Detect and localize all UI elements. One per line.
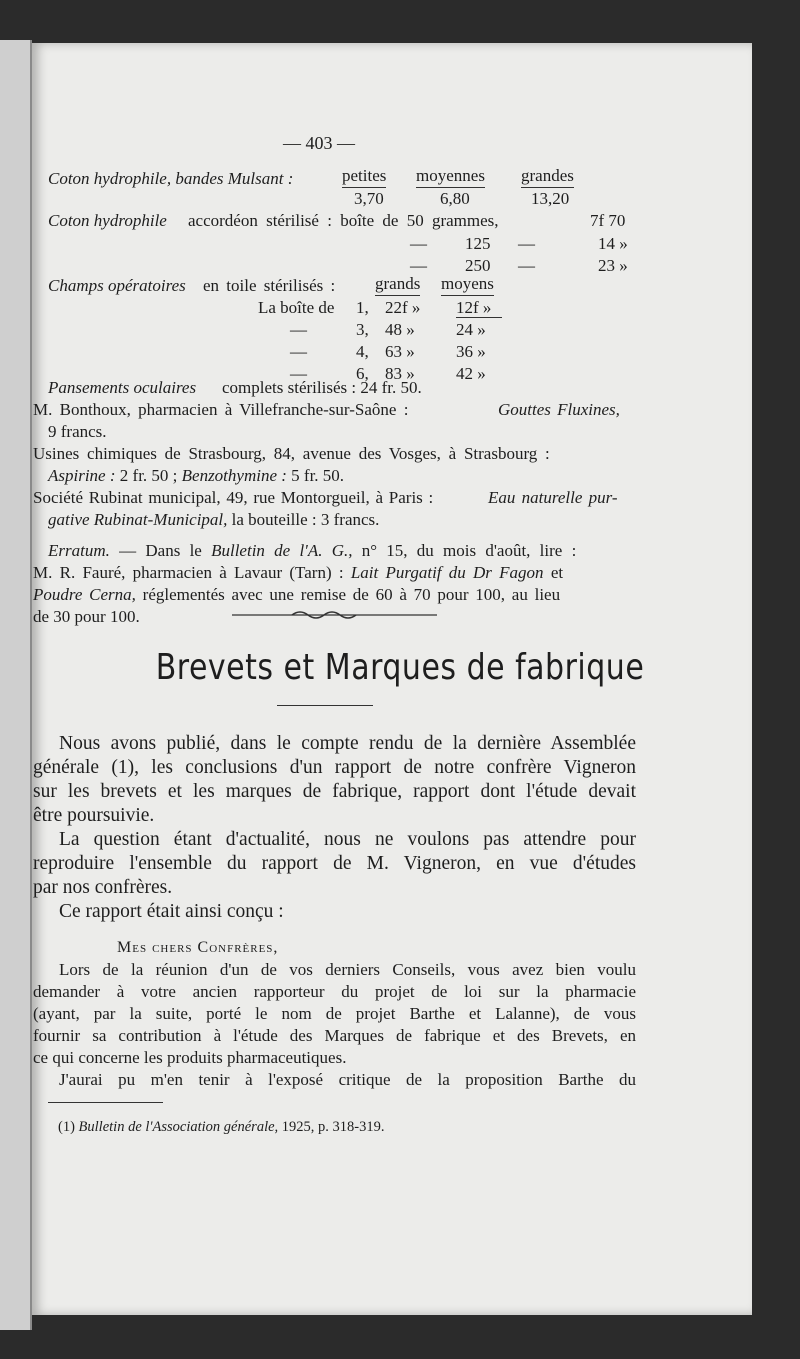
boite-row-count: 6, — [356, 364, 369, 383]
erratum-text1: — Dans le — [119, 541, 202, 560]
aspirine-label: Aspirine : — [48, 466, 116, 485]
quote-line2: demander à votre ancien rapporteur du projet de loi sur la pharmacie — [33, 982, 636, 1001]
rubinat-line1: Société Rubinat municipal, 49, rue Montorgueil, à Paris : — [33, 488, 434, 507]
erratum-poudre: Poudre Cerna, — [33, 585, 136, 604]
accordeon-desc: accordéon stérilisé : boîte de 50 grammes, — [188, 211, 499, 230]
rubinat-product1: Eau naturelle pur- — [488, 488, 618, 507]
row250-qty: 250 — [465, 256, 491, 275]
erratum-line2 — [33, 563, 563, 583]
accordeon-label: Coton hydrophile — [48, 211, 167, 230]
footnote-title: Bulletin de l'Association générale, — [78, 1119, 279, 1135]
erratum-label: Erratum. — [48, 541, 110, 560]
heading-underline — [277, 705, 373, 706]
p1-line3: sur les brevets et les marques de fabrique, rapport dont l'étude devait — [33, 781, 636, 802]
p1-line4: être poursuivie. — [33, 805, 155, 826]
salutation: Mes chers Confrères, — [117, 939, 279, 956]
erratum-and: et — [550, 563, 564, 582]
row250-dash: — — [410, 256, 427, 275]
p1-line1: Nous avons publié, dans le compte rendu de la dernière Assemblée — [59, 733, 636, 754]
row250-dash2: — — [518, 256, 535, 275]
row250-price: 23 » — [598, 256, 628, 275]
quote-line3: (ayant, par la suite, porté le nom de projet Barthe et Lalanne), de vous — [33, 1004, 636, 1023]
section-heading: Brevets et Marques de fabrique — [155, 646, 645, 689]
quote-line5: ce qui concerne les produits pharmaceutiques. — [33, 1048, 347, 1067]
col-header-moyens: moyens — [441, 274, 494, 296]
pansements-desc: complets stérilisés : 24 fr. 50. — [222, 378, 422, 397]
p1-line2: générale (1), les conclusions d'un rapport de notre confrère Vigneron — [33, 757, 636, 778]
page-number: — 403 — — [283, 133, 355, 153]
bonthoux-line2: 9 francs. — [48, 422, 107, 441]
boite-row-count: 1, — [356, 298, 369, 317]
boite-label: La boîte de — [258, 298, 335, 317]
erratum-line3 — [33, 585, 560, 605]
row125-price: 14 » — [598, 234, 628, 253]
footnote-rule — [48, 1102, 163, 1103]
boite-row-grands: 63 » — [385, 342, 415, 361]
row125-qty: 125 — [465, 234, 491, 253]
coton-bandes-label: Coton hydrophile, bandes Mulsant : — [48, 169, 294, 188]
p3-line1: Ce rapport était ainsi conçu : — [59, 901, 284, 922]
erratum-bulletin: Bulletin de l'A. G., — [211, 541, 353, 560]
champs-desc: en toile stérilisés : — [203, 276, 336, 295]
boite-row-count: 4, — [356, 342, 369, 361]
boite-row-dash: — — [290, 320, 307, 339]
benzothymine-label: Benzothymine : — [181, 466, 287, 485]
value-grandes: 13,20 — [531, 189, 570, 208]
boite-row-dash: — — [290, 342, 307, 361]
boite-row-moyens: 24 » — [456, 320, 486, 339]
bonthoux-product: Gouttes Fluxines, — [498, 400, 620, 419]
benzothymine-price: 5 fr. 50. — [291, 466, 345, 485]
usines-line2 — [48, 466, 344, 486]
aspirine-price: 2 fr. 50 ; — [119, 466, 178, 485]
row125-dash: — — [410, 234, 427, 253]
p2-line1: La question étant d'actualité, nous ne voulons pas attendre pour — [59, 829, 636, 850]
erratum-faure: M. R. Fauré, pharmacien à Lavaur (Tarn) : — [33, 563, 344, 582]
boite-row-count: 3, — [356, 320, 369, 339]
value-petites: 3,70 — [354, 189, 384, 208]
erratum-line4: de 30 pour 100. — [33, 607, 140, 626]
boite-row-moyens: 36 » — [456, 342, 486, 361]
col-header-grands: grands — [375, 274, 420, 296]
erratum-line1 — [48, 541, 576, 561]
col-header-petites: petites — [342, 166, 386, 188]
bonthoux-line1: M. Bonthoux, pharmacien à Villefranche-sur-Saône : — [33, 400, 409, 419]
quote-line1: Lors de la réunion d'un de vos derniers Conseils, vous avez bien voulu — [59, 960, 636, 979]
accordeon-price: 7f 70 — [590, 211, 626, 230]
p2-line2: reproduire l'ensemble du rapport de M. Vigneron, en vue d'études — [33, 853, 636, 874]
rubinat-product2: gative Rubinat-Municipal, — [48, 510, 228, 529]
footnote — [58, 1117, 385, 1137]
boite-row-moyens: 42 » — [456, 364, 486, 383]
quote-line6: J'aurai pu m'en tenir à l'exposé critique de la proposition Barthe du — [59, 1070, 636, 1089]
rubinat-price: la bouteille : 3 francs. — [231, 510, 380, 529]
boite-row-dash: — — [290, 364, 307, 383]
erratum-text2: n° 15, du mois d'août, lire : — [361, 541, 577, 560]
col-header-moyennes: moyennes — [416, 166, 485, 188]
erratum-remise: réglementés avec une remise de 60 à 70 pour 100, au lieu — [142, 585, 561, 604]
moyens-underline — [456, 317, 502, 318]
rubinat-line2 — [48, 510, 379, 530]
boite-row-moyens: 12f » — [456, 298, 492, 317]
col-header-grandes: grandes — [521, 166, 574, 188]
pansements-label: Pansements oculaires — [48, 378, 197, 397]
value-moyennes: 6,80 — [440, 189, 470, 208]
footnote-ref: 1925, p. 318-319. — [281, 1119, 385, 1135]
boite-row-grands: 48 » — [385, 320, 415, 339]
p2-line3: par nos confrères. — [33, 877, 173, 898]
ornament-divider — [232, 607, 442, 621]
usines-line1: Usines chimiques de Strasbourg, 84, avenue des Vosges, à Strasbourg : — [33, 444, 550, 463]
footnote-number: (1) — [58, 1119, 75, 1135]
boite-row-grands: 22f » — [385, 298, 421, 317]
row125-dash2: — — [518, 234, 535, 253]
champs-label: Champs opératoires — [48, 276, 186, 295]
quote-line4: fournir sa contribution à l'étude des Marques de fabrique et des Brevets, en — [33, 1026, 636, 1045]
erratum-product: Lait Purgatif du Dr Fagon — [350, 563, 544, 582]
boite-row-grands: 83 » — [385, 364, 415, 383]
